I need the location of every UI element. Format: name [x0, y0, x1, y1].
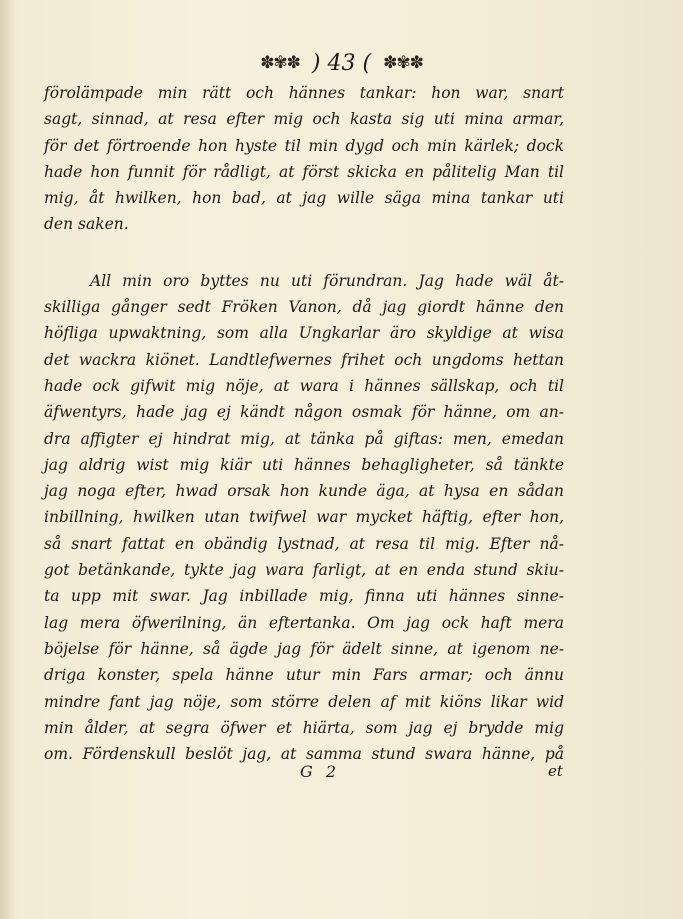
ornament-left-icon: ✽✾✽ [260, 53, 300, 73]
text-line: ta upp mit swar. Jag inbillade mig, finna uti hännes sinne- [44, 587, 564, 606]
text-line: skilliga gånger sedt Fröken Vanon, då jag giordt hänne den [44, 298, 564, 317]
text-line: jag aldrig wist mig kiär uti hännes behagligheter, så tänkte [44, 455, 564, 474]
paragraph-2 [44, 268, 564, 768]
ornament-right-icon: ✽✾✽ [383, 53, 423, 73]
paragraph-gap [44, 238, 564, 268]
catchword: et [548, 762, 563, 780]
text-line: äfwentyrs, hade jag ej kändt någon osmak för hänne, om an- [44, 403, 564, 422]
text-line: All min oro byttes nu uti förundran. Jag hade wäl åt- [90, 271, 564, 290]
text-line: om. Fördenskull beslöt jag, at samma stund swara hänne, på [44, 745, 564, 764]
running-header [0, 48, 683, 78]
page-gutter-shadow [0, 0, 14, 919]
text-line: hade hon funnit för rådligt, at först skicka en pålitelig Man til [44, 162, 564, 181]
body-text [44, 80, 564, 767]
text-line: förolämpade min rätt och hännes tankar: hon war, snart [44, 84, 564, 102]
text-line: höfliga upwaktning, som alla Ungkarlar äro skyldige at wisa [44, 324, 564, 343]
text-line: den saken. [44, 215, 129, 234]
text-line: mindre fant jag nöje, som större delen af mit kiöns likar wid [44, 692, 564, 711]
text-line: lag mera öfwerilning, än eftertanka. Om jag ock haft mera [44, 613, 564, 632]
text-line: mig, åt hwilken, hon bad, at jag wille säga mina tankar uti [44, 189, 564, 208]
text-line: driga konster, spela hänne utur min Fars armar; och ännu [44, 666, 564, 685]
text-line: got betänkande, tykte jag wara farligt, at en enda stund skiu- [44, 561, 564, 580]
text-line: det wackra kiönet. Landtlefwernes frihet och ungdoms hettan [44, 350, 564, 369]
text-line: böjelse för hänne, så ägde jag för ädelt sinne, at igenom ne- [44, 639, 564, 658]
text-line: hade ock gifwit mig nöje, at wara i hännes sällskap, och til [44, 376, 564, 395]
text-line: för det förtroende hon hyste til min dygd och min kärlek; dock [44, 136, 564, 155]
signature-mark: G 2 [300, 762, 341, 781]
text-line: sagt, sinnad, at resa efter mig och kasta sig uti mina armar, [44, 110, 564, 129]
text-line: inbillning, hwilken utan twifwel war mycket häftig, efter hon, [44, 508, 564, 527]
paragraph-1 [44, 80, 564, 238]
text-line: dra affigter ej hindrat mig, at tänka på giftas: men, emedan [44, 429, 564, 448]
page-number: ) 43 ( [311, 50, 372, 76]
text-line: jag noga efter, hwad orsak hon kunde äga, at hysa en sådan [44, 482, 564, 501]
text-line: min ålder, at segra öfwer et hiärta, som jag ej brydde mig [44, 718, 564, 737]
text-line: så snart fattat en obändig lystnad, at resa til mig. Efter nå- [44, 534, 564, 553]
